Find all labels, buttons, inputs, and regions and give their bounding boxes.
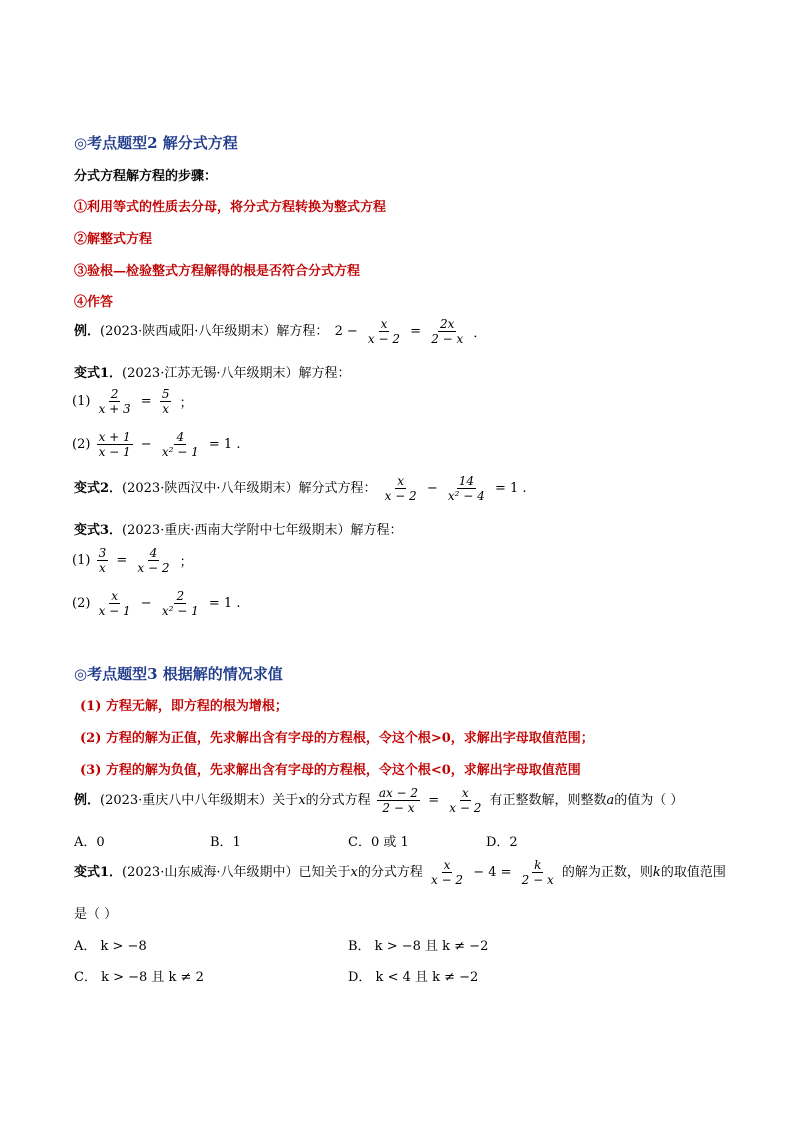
variant-text: 的解为正数，则	[561, 865, 653, 880]
denominator: x² − 1	[161, 604, 199, 618]
minus-sign: −	[140, 596, 152, 611]
fraction	[383, 474, 419, 503]
step-4: ④作答	[74, 295, 114, 310]
denominator: x + 3	[98, 402, 131, 416]
math-number: 2	[334, 324, 343, 339]
example-label: 例．	[74, 793, 101, 808]
variant-3-problem-1	[72, 546, 195, 575]
denominator: x − 2	[449, 801, 482, 815]
example-2	[74, 317, 488, 346]
example-3	[74, 786, 683, 815]
right-hand-side: = 1 .	[208, 437, 241, 452]
variant-source: (2023·陕西汉中·八年级期末）解分式方程：	[122, 481, 377, 496]
minus-sign: −	[140, 437, 152, 452]
equals-sign: =	[410, 324, 422, 339]
equals-sign: =	[140, 394, 152, 409]
section3-title: ◎考点题型3 根据解的情况求值	[74, 665, 283, 683]
rule-2: (2) 方程的解为正值，先求解出含有字母的方程根，令这个根>0，求解出字母取值范围；	[80, 731, 594, 746]
option-b[interactable]: B．1	[210, 835, 241, 850]
minus-sign: −	[346, 324, 358, 339]
denominator: x − 1	[98, 445, 131, 459]
fraction	[97, 589, 133, 618]
numerator: x	[443, 858, 451, 872]
numerator: 4	[176, 430, 185, 444]
fraction	[429, 317, 465, 346]
variant-1-problem-2	[72, 430, 242, 459]
option-a[interactable]: A．0	[74, 835, 105, 850]
denominator: x² − 1	[161, 445, 199, 459]
fraction	[160, 589, 201, 618]
option-b[interactable]: B． k > −8 且 k ≠ −2	[348, 939, 489, 954]
option-d[interactable]: D．2	[486, 835, 518, 850]
variant-source: (2023·重庆·西南大学附中七年级期末）解方程：	[122, 523, 403, 538]
equals-sign: =	[428, 793, 440, 808]
denominator: x	[162, 402, 170, 416]
variant-3-problem-2	[72, 589, 242, 618]
fraction	[377, 786, 420, 815]
example-text: 的分式方程	[305, 793, 371, 808]
variant-1-header	[74, 362, 350, 381]
numerator: ax − 2	[378, 786, 419, 800]
variant-text: 的分式方程	[357, 865, 423, 880]
denominator: 2 − x	[382, 801, 415, 815]
numerator: 2x	[440, 317, 455, 331]
example-source: (2023·陕西咸阳·八年级期末）解方程：	[100, 324, 329, 339]
denominator: x − 2	[137, 561, 170, 575]
fraction	[97, 387, 133, 416]
problem-number: (2)	[72, 437, 91, 452]
denominator: 2 − x	[431, 332, 464, 346]
variant-3-1	[74, 858, 726, 887]
numerator: x	[461, 786, 469, 800]
variant-label: 变式3．	[74, 523, 123, 538]
denominator: x − 1	[98, 604, 131, 618]
period: ．	[473, 326, 487, 341]
step-3: ③验根—检验整式方程解得的根是否符合分式方程	[74, 264, 361, 279]
semicolon: ；	[179, 396, 193, 411]
section2-title: ◎考点题型2 解分式方程	[74, 134, 238, 152]
variant-text: 的取值范围	[660, 865, 726, 880]
example-text: 的值为（ ）	[614, 793, 684, 808]
minus-sign: −	[426, 481, 438, 496]
numerator: x	[380, 317, 388, 331]
denominator: 2 − x	[521, 873, 554, 887]
denominator: x − 2	[384, 489, 417, 503]
problem-number: (2)	[72, 596, 91, 611]
step-2: ②解整式方程	[74, 232, 153, 247]
variable-x: x	[350, 865, 358, 880]
step-1: ①利用等式的性质去分母，将分式方程转换为整式方程	[74, 200, 387, 215]
variant-2	[74, 474, 529, 503]
numerator: 3	[98, 546, 107, 560]
example-label: 例．	[74, 324, 101, 339]
variable-x: x	[298, 793, 306, 808]
steps-title: 分式方程解方程的步骤：	[74, 169, 218, 184]
variant-source: (2023·江苏无锡·八年级期末）解方程：	[122, 366, 351, 381]
minus-four-equals: − 4 =	[473, 865, 512, 880]
option-c[interactable]: C．0 或 1	[348, 835, 409, 850]
fraction	[160, 387, 172, 416]
fraction	[97, 546, 109, 575]
example-source: (2023·重庆八中八年级期末）关于	[100, 793, 299, 808]
variant-label: 变式1．	[74, 366, 123, 381]
example-text: 有正整数解，则整数	[489, 793, 607, 808]
equals-sign: =	[116, 553, 128, 568]
denominator: x² − 4	[447, 489, 485, 503]
numerator: x + 1	[98, 430, 131, 444]
fraction	[447, 786, 483, 815]
fraction	[97, 430, 133, 459]
variant-label: 变式2．	[74, 481, 123, 496]
fraction	[135, 546, 171, 575]
fraction	[446, 474, 487, 503]
numerator: x	[397, 474, 405, 488]
right-hand-side: = 1 .	[494, 481, 527, 496]
numerator: 4	[149, 546, 158, 560]
denominator: x	[98, 561, 106, 575]
variant-label: 变式1．	[74, 865, 123, 880]
denominator: x − 2	[430, 873, 464, 887]
rule-3: (3) 方程的解为负值，先求解出含有字母的方程根，令这个根<0，求解出字母取值范围	[80, 763, 581, 778]
problem-number: (1)	[72, 394, 91, 409]
numerator: 5	[161, 387, 170, 401]
variant-3-header	[74, 519, 402, 538]
numerator: 2	[110, 387, 119, 401]
variant-source: (2023·山东威海·八年级期中）已知关于	[122, 865, 351, 880]
denominator: x − 2	[367, 332, 400, 346]
variable-k: k	[652, 865, 661, 880]
fraction	[366, 317, 402, 346]
option-d[interactable]: D． k < 4 且 k ≠ −2	[348, 970, 479, 985]
variable-a: a	[606, 793, 615, 808]
right-hand-side: = 1 .	[208, 596, 241, 611]
numerator: 2	[176, 589, 185, 603]
numerator: x	[111, 589, 118, 603]
fraction	[520, 858, 556, 887]
fraction	[160, 430, 201, 459]
problem-number: (1)	[72, 553, 91, 568]
option-a[interactable]: A． k > −8	[74, 939, 147, 954]
option-c[interactable]: C． k > −8 且 k ≠ 2	[74, 970, 204, 985]
rule-1: (1) 方程无解，即方程的根为增根；	[80, 699, 288, 714]
numerator: 14	[458, 474, 474, 488]
variant-3-1-line2: 是（ ）	[74, 907, 118, 922]
variant-1-problem-1	[72, 387, 195, 416]
numerator: k	[534, 858, 542, 872]
fraction	[429, 858, 465, 887]
semicolon: ；	[179, 555, 193, 570]
